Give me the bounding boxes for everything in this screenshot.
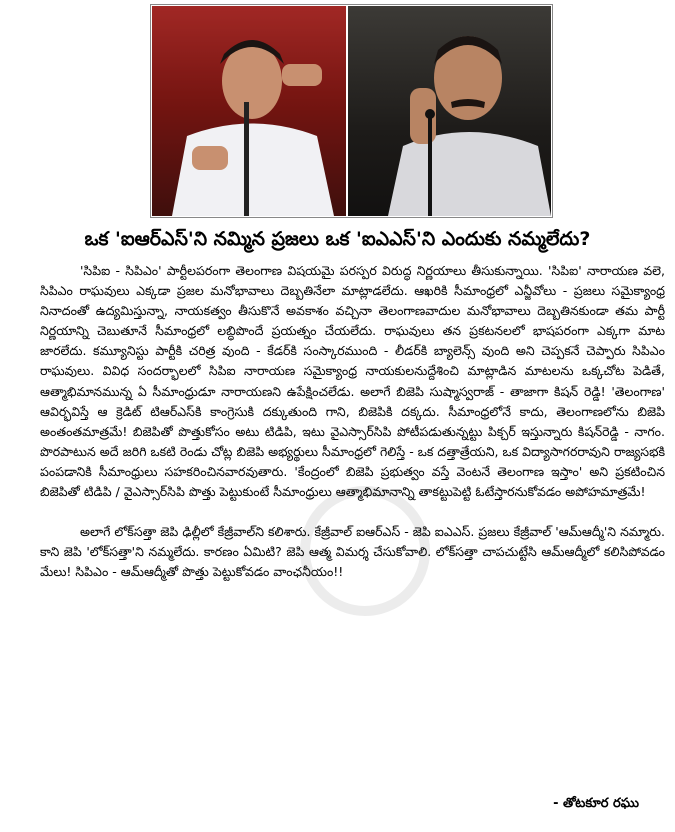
headline: ఒక 'ఐఆర్ఎస్'ని నమ్మిన ప్రజలు ఒక 'ఐఎఎస్'ని ఎందుకు నమ్మలేదు? — [84, 228, 591, 250]
author-byline: - తోటకూర రఘు — [553, 796, 639, 811]
photo-collage — [150, 4, 553, 218]
article-paragraph-2: అలాగే లోక్‌సత్తా జెపి ఢిల్లీలో కేజ్రీవాల్‌ని కలిశారు. కేజ్రీవాల్ ఐఆర్ఎస్ - జెపి ఐఎఎస్. ప్రజలు కేజ్రీవాల్ 'ఆమ్‌ఆద్మీ'ని నమ్మారు. కాని జెపి 'లోక్‌సత్తా'ని నమ్మలేదు. కారణం ఏమిటి? జెపి ఆత్మ విమర్శ చేసుకోవాలి. లోక్‌సత్తా చాపచుట్టేసి ఆమ్‌ఆద్మీలో కలిసిపోవడం మేలు! సిపిఎం - ఆమ్‌ఆద్మీతో పొత్తు పెట్టుకోవడం వాంఛనీయం!! — [40, 524, 665, 580]
article-paragraph-1: 'సిపిఐ - సిపిఎం' పార్టీలపరంగా తెలంగాణ విషయమై పరస్పర విరుద్ధ నిర్ణయాలు తీసుకున్నాయి. 'సిపిఐ' నారాయణ వలె, సిపిఎం రాఘవులు ఎక్కడా ప్రజల మనోభావాలు దెబ్బతినేలా మాట్లాడలేదు. ఆఖరికి సీమాంధ్రలో ఎన్జీవోలు - ప్రజలు సమైక్యాంధ్ర నినాదంతో ఉద్యమిస్తున్నా, నాయకత్వం తీసుకొనే అవకాశం వచ్చినా తెలంగాణవాదుల మనోభావాలు దెబ్బతినకుండా తమ పార్టీ నిర్ణయాన్ని చెబుతూనే సీమాంధ్రలో లబ్ధిపొందే ప్రయత్నం చేయలేదు. రాఘవులు తన ప్రకటనలలో భాషపరంగా ఎక్కగా మాట జారలేదు. కమ్యూనిస్టు పార్టీకి చరిత్ర వుంది - కేడర్‌కి సంస్కారముంది - లీడర్‌కి బ్యాలెన్స్ వుంది అని చెప్పకనే చెప్పారు సిపిఎం రాఘవులు. వివిధ సందర్భాలలో సిపిఐ నారాయణ సమైక్యాంధ్ర నాయకులనుద్దేశించి మాట్లాడిన మాటలను ఒక్కచోట పెడితే, ఆత్మాభిమానమున్న ఏ సీమాంధ్రుడూ నారాయణని ఉపేక్షించలేడు. అలాగే బిజెపి సుష్మాస్వరాజ్ - తాజాగా కిషన్ రెడ్డి! 'తెలంగాణ' ఆవిర్భవిస్తే ఆ క్రెడిట్ టిఆర్ఎస్‌కి కాంగ్రెసుకి దక్కుతుంది గాని, బిజెపికి దక్కదు. సీమాంధ్రలోనే కాదు, తెలంగాణలోను బిజెపి అంతంతమాత్రమే! బిజెపితో పొత్తుకోసం అటు టిడిపి, ఇటు వైఎస్సార్‌సిపి పోటీపడుతున్నట్టు పిక్చర్ ఇస్తున్నారు కిషన్‌రెడ్డి - నాగం. పొరపాటున అదే జరిగి ఒకటి రెండు చోట్ల బిజెపి అభ్యర్థులు సీమాంధ్రలో గెలిస్తే - ఒక దత్తాత్రేయని, ఒక విద్యాసాగరరావుని రాజ్యసభకి పంపడానికి సీమాంధ్రులు సహకరించినవారవుతారు. 'కేంద్రంలో బిజెపి ప్రభుత్వం వస్తే వెంటనే తెలంగాణ ఇస్తాం' అని ప్రకటించిన బిజెపితో టిడిపి / వైఎస్సార్‌సిపి పొత్తు పెట్టుకుంటే సీమాంధ్రులు ఆత్మాభిమానాన్ని తాకట్టుపెట్టి ఓటేస్తారనుకోవడం అపోహమాత్రమే! — [40, 263, 665, 500]
speaker-photo-right — [348, 6, 551, 216]
article-body — [40, 261, 665, 582]
speaker-photo-left — [152, 6, 346, 216]
